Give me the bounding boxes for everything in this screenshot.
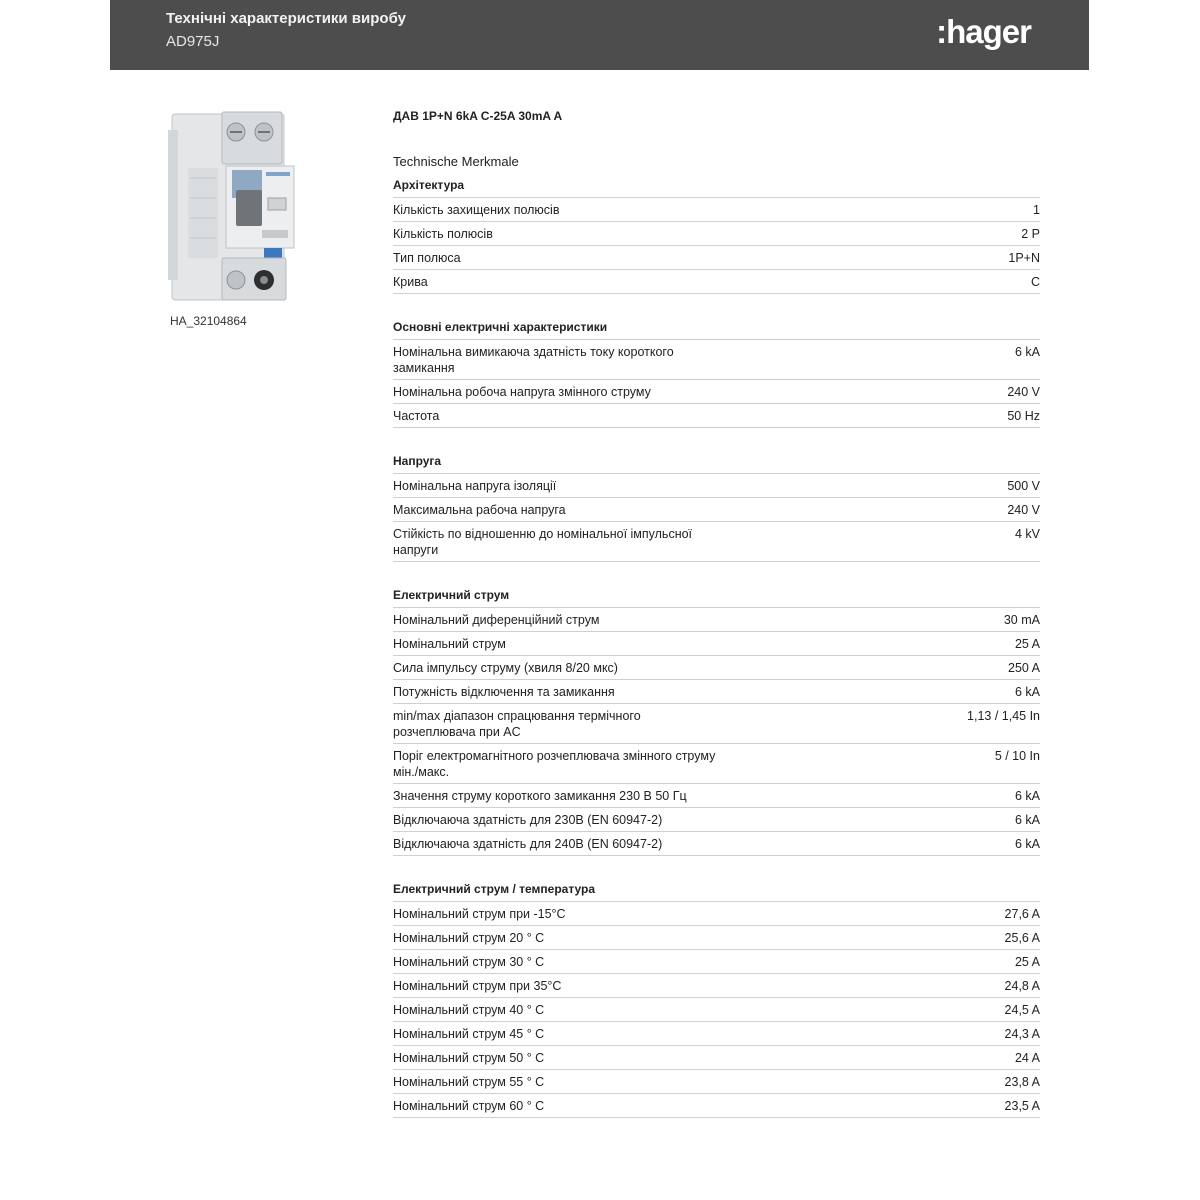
page-header — [110, 0, 1089, 70]
spec-row — [393, 404, 1040, 428]
spec-row — [393, 498, 1040, 522]
spec-row — [393, 198, 1040, 222]
spec-value: 6 kA — [1014, 789, 1040, 803]
spec-value: C — [1030, 275, 1040, 289]
spec-value: 25 A — [1014, 955, 1040, 969]
spec-row — [393, 270, 1040, 294]
spec-row — [393, 380, 1040, 404]
section-title: Електричний струм — [393, 584, 1040, 608]
image-caption: HA_32104864 — [170, 314, 247, 328]
spec-value: 1,13 / 1,45 In — [967, 709, 1040, 723]
section-title: Архітектура — [393, 174, 1040, 198]
section-title: Напруга — [393, 450, 1040, 474]
product-code: AD975J — [166, 33, 220, 50]
spec-row — [393, 808, 1040, 832]
spec-label: Номінальний струм при -15°C — [393, 907, 566, 921]
spec-label: Кількість полюсів — [393, 227, 493, 241]
spec-value: 27,6 A — [1004, 907, 1040, 921]
spec-label: Поріг електромагнітного розчеплювача змінного струму мін./макс. — [393, 749, 716, 779]
spec-value: 240 V — [1007, 385, 1040, 399]
spec-row — [393, 902, 1040, 926]
spec-label: Номінальний струм 60 ° C — [393, 1099, 545, 1113]
spec-row — [393, 1046, 1040, 1070]
spec-row — [393, 926, 1040, 950]
spec-value: 240 V — [1007, 503, 1040, 517]
spec-row — [393, 950, 1040, 974]
spec-label: Відключаюча здатність для 240В (EN 60947-2) — [393, 837, 663, 851]
spec-value: 500 V — [1007, 479, 1040, 493]
document-title: Технічні характеристики виробу — [166, 10, 406, 27]
spec-row — [393, 680, 1040, 704]
spec-row — [393, 340, 1040, 380]
spec-row — [393, 222, 1040, 246]
spec-value: 23,8 A — [1004, 1075, 1040, 1089]
spec-value: 4 kV — [1014, 527, 1040, 541]
spec-label: Номінальний струм 55 ° C — [393, 1075, 545, 1089]
hager-logo: :hager — [936, 13, 1031, 50]
spec-label: Номінальний струм — [393, 637, 506, 651]
spec-label: Стійкість по відношенню до номінальної імпульсної напруги — [393, 527, 693, 557]
spec-value: 25 A — [1014, 637, 1040, 651]
spec-row — [393, 784, 1040, 808]
spec-label: Номінальна вимикаюча здатність току короткого замикання — [393, 345, 674, 375]
spec-value: 6 kA — [1014, 813, 1040, 827]
product-image — [168, 108, 300, 302]
spec-label: Максимальна рабоча напруга — [393, 503, 566, 517]
spec-label: Потужність відключення та замикання — [393, 685, 615, 699]
spec-row — [393, 474, 1040, 498]
spec-row — [393, 656, 1040, 680]
spec-value: 23,5 A — [1004, 1099, 1040, 1113]
spec-value: 6 kA — [1014, 685, 1040, 699]
spec-label: Значення струму короткого замикання 230 В 50 Гц — [393, 789, 687, 803]
spec-value: 25,6 A — [1004, 931, 1040, 945]
section-current-temperature — [393, 878, 1040, 1118]
spec-value: 1P+N — [1008, 251, 1040, 265]
spec-value: 24,5 A — [1004, 1003, 1040, 1017]
product-name: ДАВ 1P+N 6kA C-25A 30mA A — [393, 109, 563, 123]
spec-label: Номінальний струм 45 ° C — [393, 1027, 545, 1041]
spec-label: Номінальний струм 20 ° C — [393, 931, 545, 945]
spec-row — [393, 522, 1040, 562]
spec-row — [393, 998, 1040, 1022]
spec-label: Номінальна робоча напруга змінного струму — [393, 385, 651, 399]
spec-value: 2 P — [1021, 227, 1040, 241]
spec-value: 1 — [1033, 203, 1040, 217]
spec-value: 5 / 10 In — [994, 749, 1040, 763]
spec-row — [393, 246, 1040, 270]
spec-value: 24,3 A — [1004, 1027, 1040, 1041]
spec-value: 6 kA — [1014, 345, 1040, 359]
spec-label: Відключаюча здатність для 230В (EN 60947-2) — [393, 813, 663, 827]
spec-row — [393, 1070, 1040, 1094]
spec-label: Сила імпульсу струму (хвиля 8/20 мкс) — [393, 661, 618, 675]
section-voltage — [393, 450, 1040, 562]
spec-label: Номінальний струм 30 ° C — [393, 955, 545, 969]
spec-content — [393, 108, 1040, 1118]
spec-value: 24 A — [1014, 1051, 1040, 1065]
spec-label: Номінальний струм 40 ° C — [393, 1003, 545, 1017]
spec-value: 30 mA — [1003, 613, 1040, 627]
spec-row — [393, 974, 1040, 998]
spec-value: 50 Hz — [1007, 409, 1040, 423]
spec-label: Тип полюса — [393, 251, 461, 265]
spec-label: Номінальний струм 50 ° C — [393, 1051, 545, 1065]
section-title: Основні електричні характеристики — [393, 316, 1040, 340]
spec-row — [393, 832, 1040, 856]
spec-label: Номінальний диференційний струм — [393, 613, 600, 627]
section-architecture — [393, 174, 1040, 294]
section-main-electrical — [393, 316, 1040, 428]
spec-label: Кількість захищених полюсів — [393, 203, 560, 217]
tech-features-label: Technische Merkmale — [393, 154, 519, 169]
spec-value: 6 kA — [1014, 837, 1040, 851]
section-electric-current — [393, 584, 1040, 856]
spec-label: Частота — [393, 409, 440, 423]
spec-row — [393, 1094, 1040, 1118]
spec-row — [393, 608, 1040, 632]
spec-row — [393, 632, 1040, 656]
spec-value: 250 A — [1008, 661, 1040, 675]
spec-value: 24,8 A — [1004, 979, 1040, 993]
section-title: Електричний струм / температура — [393, 878, 1040, 902]
spec-row — [393, 1022, 1040, 1046]
spec-row — [393, 744, 1040, 784]
spec-label: Крива — [393, 275, 428, 289]
spec-row — [393, 704, 1040, 744]
spec-label: min/max діапазон спрацювання термічного розчеплювача при AC — [393, 709, 641, 739]
spec-label: Номінальна напруга ізоляції — [393, 479, 557, 493]
spec-label: Номінальний струм при 35°C — [393, 979, 562, 993]
